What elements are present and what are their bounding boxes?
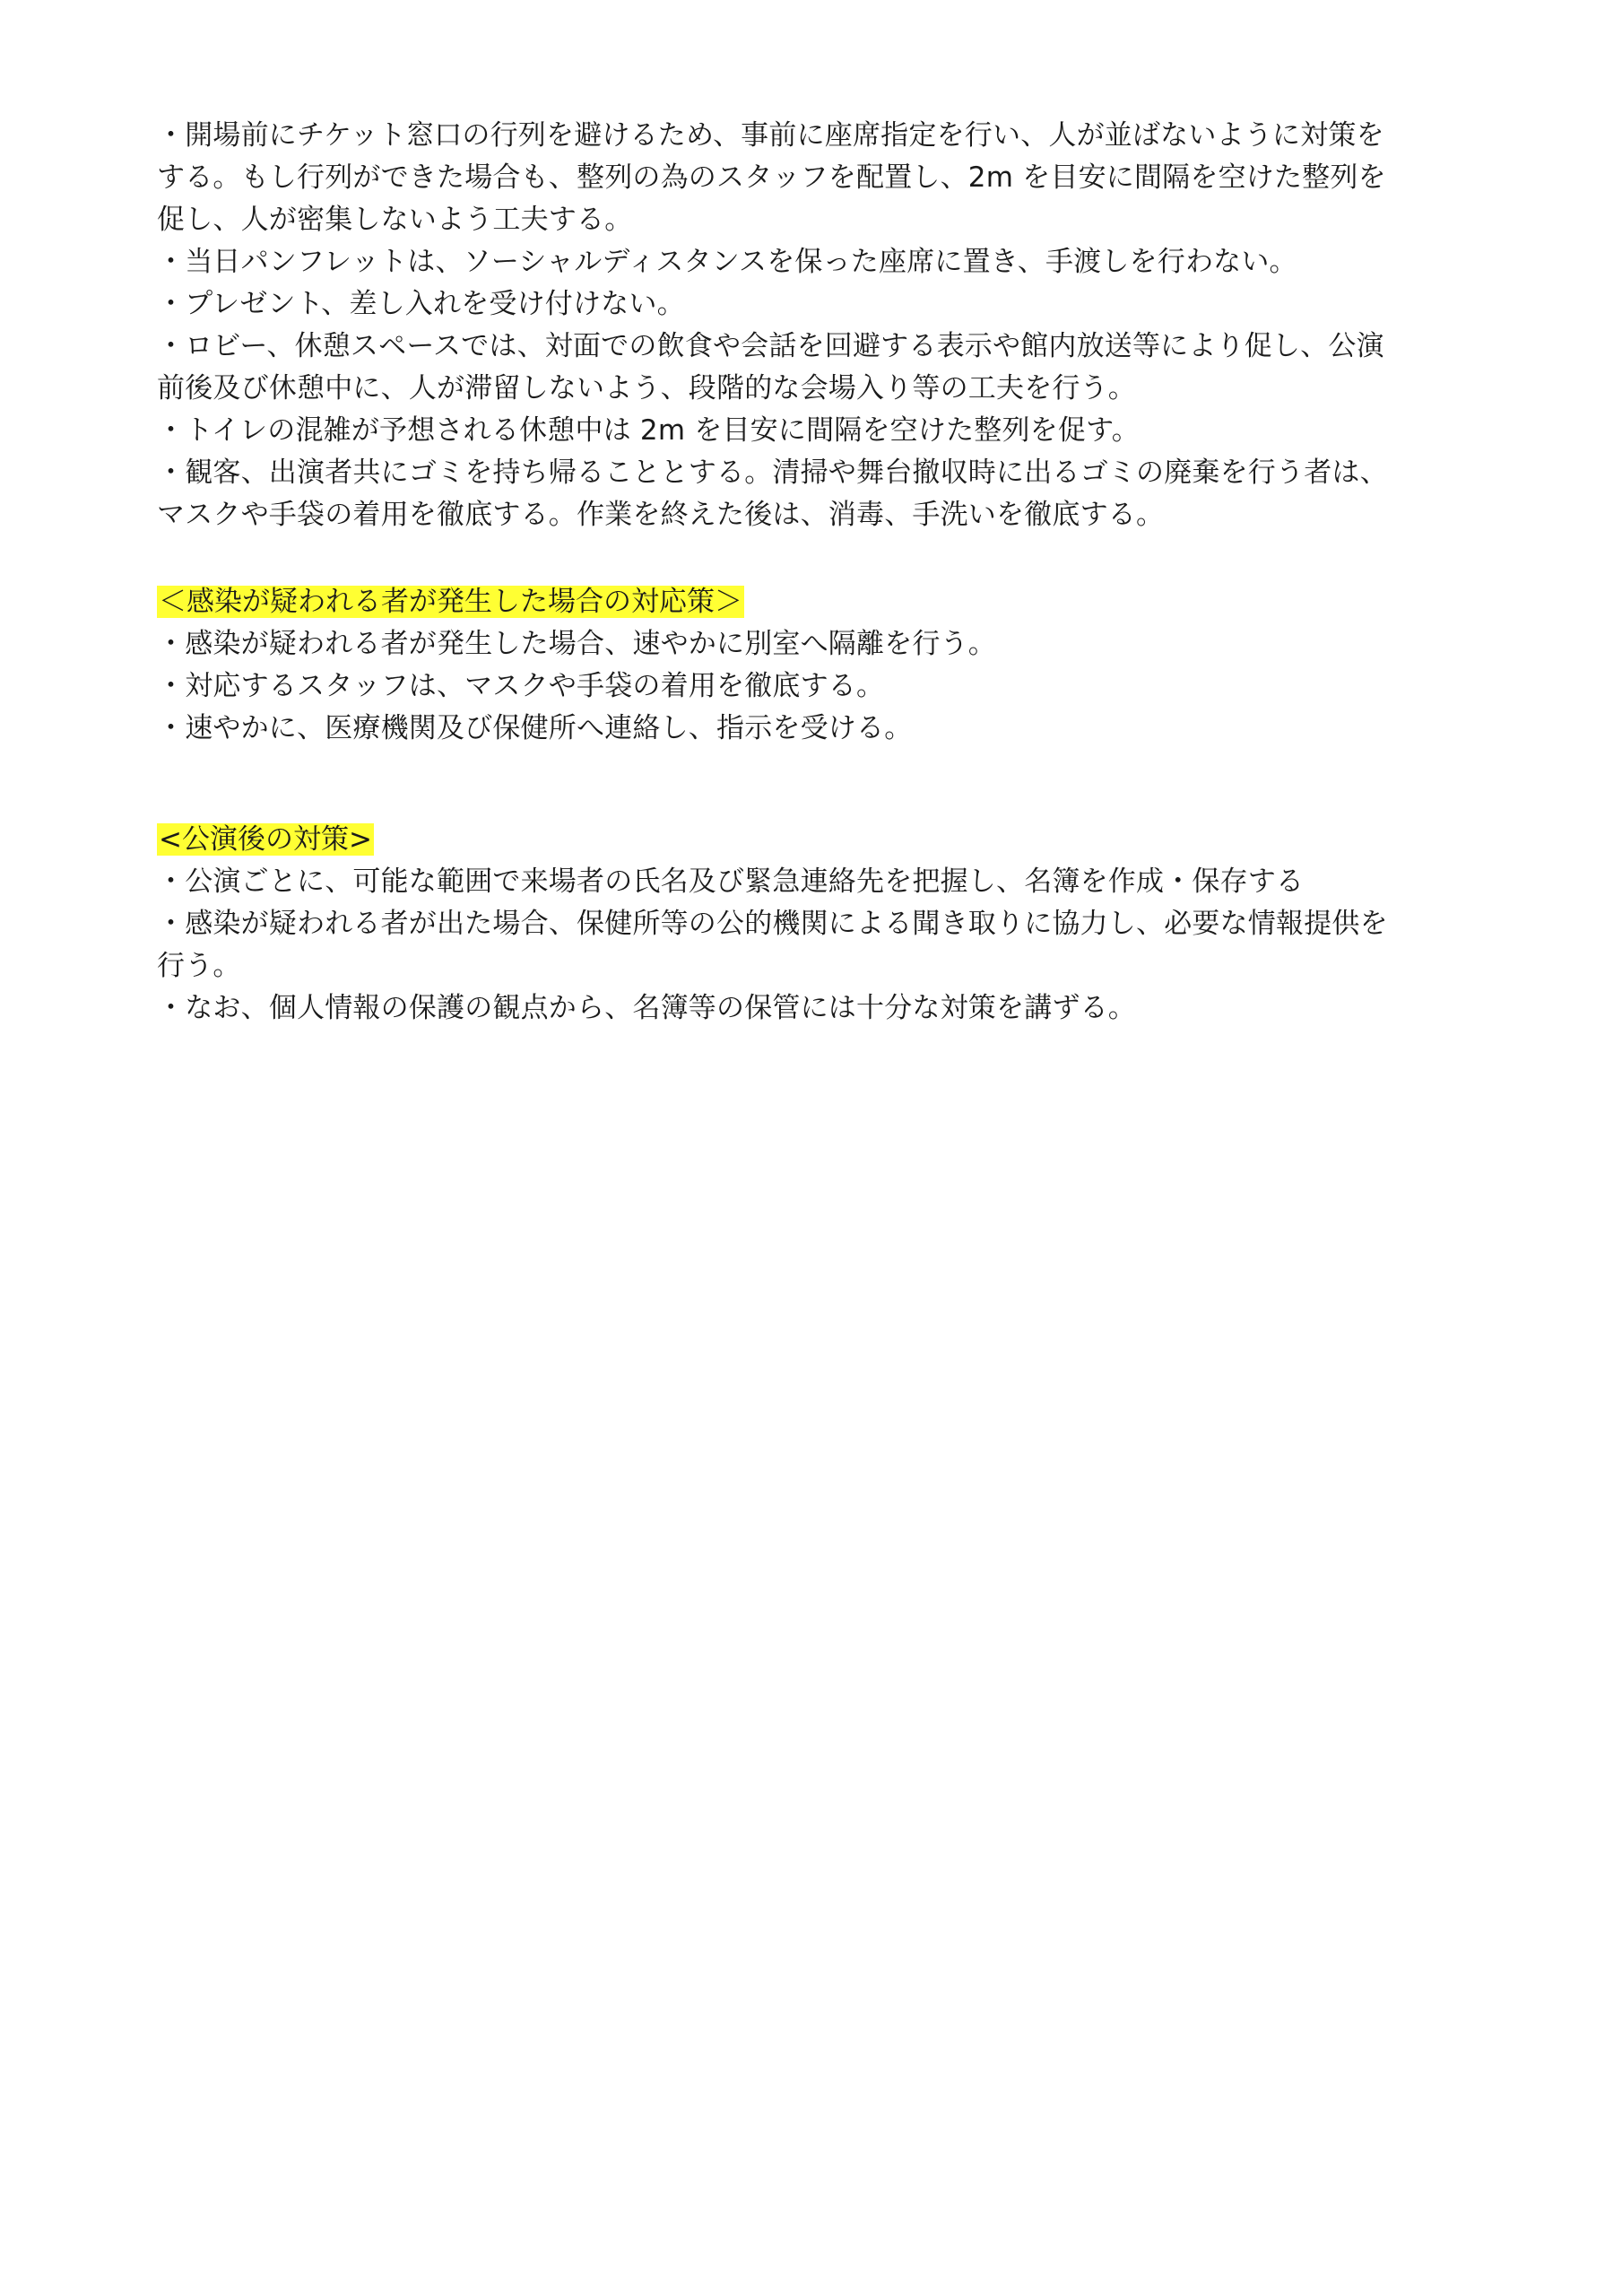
body-line: する。もし行列ができた場合も、整列の為のスタッフを配置し、2m を目安に間隔を空けた整列を (157, 161, 1386, 194)
body-line: ・ロビー、休憩スペースでは、対面での飲食や会話を回避する表示や館内放送等により促し、公演 (157, 330, 1384, 362)
body-line: ・速やかに、医療機関及び保健所へ連絡し、指示を受ける。 (157, 712, 913, 744)
section-heading (157, 819, 1466, 861)
body-line: 前後及び休憩中に、人が滞留しないよう、段階的な会場入り等の工夫を行う。 (157, 372, 1136, 404)
body-line: ・開場前にチケット窓口の行列を避けるため、事前に座席指定を行い、人が並ばないように対策を (157, 119, 1384, 152)
section-heading (157, 581, 1466, 623)
body-line: ・対応するスタッフは、マスクや手袋の着用を徹底する。 (157, 670, 885, 702)
body-line: ・当日パンフレットは、ソーシャルディスタンスを保った座席に置き、手渡しを行わない。 (157, 246, 1297, 278)
body-line: ・感染が疑われる者が出た場合、保健所等の公的機関による聞き取りに協力し、必要な情報提供を (157, 908, 1388, 940)
infection-response-section (157, 581, 1466, 750)
body-line: ・感染が疑われる者が発生した場合、速やかに別室へ隔離を行う。 (157, 628, 996, 660)
body-line: 行う。 (157, 950, 241, 982)
heading-highlight: <公演後の対策> (159, 823, 372, 856)
body-line: ・なお、個人情報の保護の観点から、名簿等の保管には十分な対策を講ずる。 (157, 992, 1136, 1024)
body-line: 促し、人が密集しないよう工夫する。 (157, 204, 633, 236)
body-line: ・トイレの混雑が予想される休憩中は 2m を目安に間隔を空けた整列を促す。 (157, 414, 1140, 447)
body-line: ・プレゼント、差し入れを受け付けない。 (157, 288, 685, 320)
body-line: マスクや手袋の着用を徹底する。作業を終えた後は、消毒、手洗いを徹底する。 (157, 499, 1165, 531)
heading-highlight: ＜感染が疑われる者が発生した場合の対応策＞ (159, 586, 742, 618)
post-performance-section (157, 819, 1466, 1030)
body-line: ・観客、出演者共にゴミを持ち帰ることとする。清掃や舞台撤収時に出るゴミの廃棄を行う者は、 (157, 457, 1388, 489)
intro-measures (157, 115, 1466, 536)
body-line: ・公演ごとに、可能な範囲で来場者の氏名及び緊急連絡先を把握し、名簿を作成・保存する (157, 865, 1305, 898)
